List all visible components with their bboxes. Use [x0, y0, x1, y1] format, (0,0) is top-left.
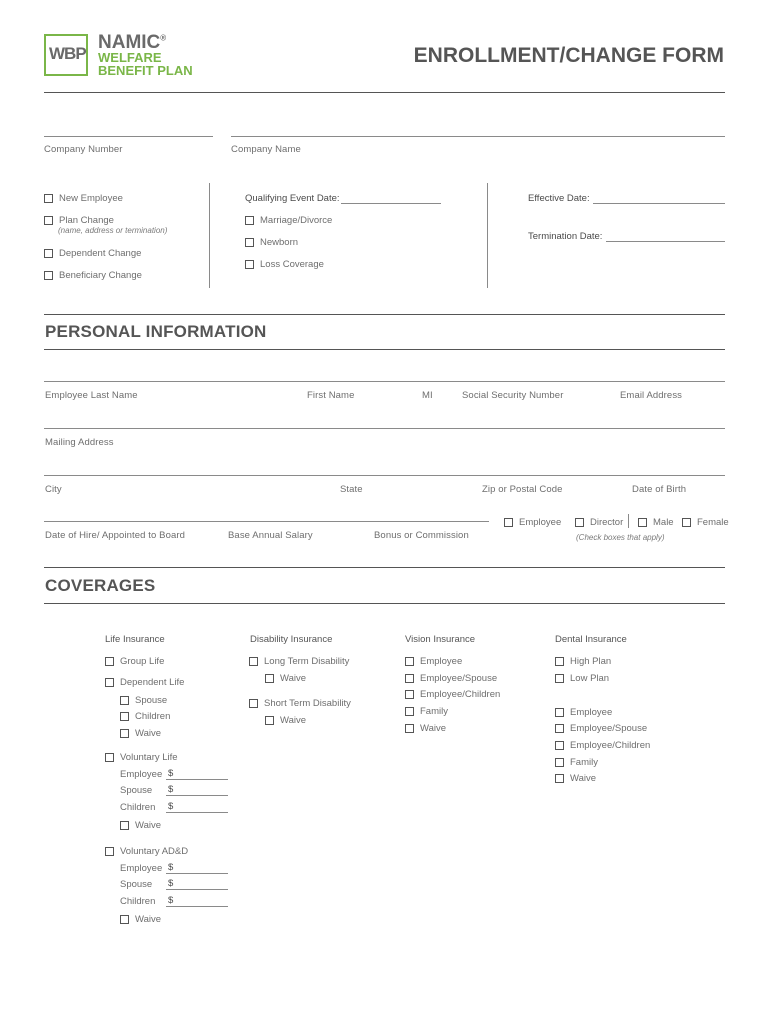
- checkbox-box[interactable]: [105, 678, 114, 687]
- checkbox-box[interactable]: [44, 249, 53, 258]
- checkbox-box[interactable]: [249, 657, 258, 666]
- checkbox-box[interactable]: [265, 674, 274, 683]
- voluntary-add-waive-checkbox[interactable]: Waive: [120, 914, 161, 925]
- logo-mark-text: WBP: [49, 44, 86, 63]
- checkbox-box[interactable]: [405, 724, 414, 733]
- dependent-life-checkbox[interactable]: Dependent Life: [105, 677, 184, 688]
- hire-date-label: Date of Hire/ Appointed to Board: [45, 530, 185, 541]
- voluntary-life-checkbox[interactable]: Voluntary Life: [105, 752, 178, 763]
- name-row-line[interactable]: [44, 381, 725, 382]
- first-name-label: First Name: [307, 390, 355, 401]
- voluntary-life-employee-amount[interactable]: Employee $: [120, 768, 228, 780]
- checkbox-box[interactable]: [555, 741, 564, 750]
- personal-information-title: PERSONAL INFORMATION: [45, 322, 267, 341]
- plan-change-checkbox[interactable]: Plan Change: [44, 215, 114, 226]
- checkbox-box[interactable]: [44, 271, 53, 280]
- dental-waive-checkbox[interactable]: Waive: [555, 773, 596, 784]
- personal-top-divider: [44, 314, 725, 315]
- company-name-line[interactable]: [231, 136, 725, 137]
- state-label: State: [340, 484, 363, 495]
- checkbox-box[interactable]: [555, 724, 564, 733]
- checkbox-box[interactable]: [105, 753, 114, 762]
- checkbox-box[interactable]: [405, 657, 414, 666]
- coverages-title: COVERAGES: [45, 576, 156, 595]
- checkbox-box[interactable]: [105, 657, 114, 666]
- zip-label: Zip or Postal Code: [482, 484, 563, 495]
- qualifying-event-label: Qualifying Event Date:: [245, 193, 340, 204]
- short-term-waive-checkbox[interactable]: Waive: [265, 715, 306, 726]
- checkbox-box[interactable]: [555, 774, 564, 783]
- mi-label: MI: [422, 390, 433, 401]
- dental-employee-children-checkbox[interactable]: Employee/Children: [555, 740, 650, 751]
- checkbox-box[interactable]: [120, 821, 129, 830]
- checkbox-box[interactable]: [44, 194, 53, 203]
- qualifying-event-line[interactable]: [341, 203, 441, 204]
- dependent-change-checkbox[interactable]: Dependent Change: [44, 248, 141, 259]
- employee-role-checkbox[interactable]: Employee: [504, 517, 561, 528]
- dental-family-checkbox[interactable]: Family: [555, 757, 598, 768]
- vision-insurance-heading: Vision Insurance: [405, 634, 476, 645]
- checkbox-box[interactable]: [575, 518, 584, 527]
- gender-divider: [628, 514, 629, 528]
- checkbox-box[interactable]: [44, 216, 53, 225]
- checkbox-box[interactable]: [120, 915, 129, 924]
- checkbox-box[interactable]: [245, 260, 254, 269]
- header-divider: [44, 92, 725, 93]
- voluntary-add-checkbox[interactable]: Voluntary AD&D: [105, 846, 188, 857]
- voluntary-life-spouse-amount[interactable]: Spouse $: [120, 784, 228, 796]
- group-life-checkbox[interactable]: Group Life: [105, 656, 164, 667]
- long-term-disability-checkbox[interactable]: Long Term Disability: [249, 656, 349, 667]
- dependent-life-waive-checkbox[interactable]: Waive: [120, 728, 161, 739]
- new-employee-checkbox[interactable]: New Employee: [44, 193, 123, 204]
- loss-coverage-checkbox[interactable]: Loss Coverage: [245, 259, 324, 270]
- marriage-divorce-checkbox[interactable]: Marriage/Divorce: [245, 215, 332, 226]
- role-hint: (Check boxes that apply): [576, 533, 665, 542]
- checkbox-box[interactable]: [245, 238, 254, 247]
- checkbox-box[interactable]: [245, 216, 254, 225]
- voluntary-life-waive-checkbox[interactable]: Waive: [120, 820, 161, 831]
- coverages-bottom-divider: [44, 603, 725, 604]
- company-number-label: Company Number: [44, 144, 123, 155]
- checkbox-box[interactable]: [555, 674, 564, 683]
- mailing-address-line[interactable]: [44, 428, 725, 429]
- short-term-disability-checkbox[interactable]: Short Term Disability: [249, 698, 351, 709]
- vision-waive-checkbox[interactable]: Waive: [405, 723, 446, 734]
- checkbox-box[interactable]: [504, 518, 513, 527]
- checkbox-box[interactable]: [105, 847, 114, 856]
- logo-line1: WELFARE: [98, 50, 162, 65]
- email-label: Email Address: [620, 390, 683, 401]
- checkbox-box[interactable]: [638, 518, 647, 527]
- city-label: City: [45, 484, 62, 495]
- city-row-line[interactable]: [44, 475, 725, 476]
- dental-low-plan-checkbox[interactable]: Low Plan: [555, 673, 609, 684]
- dependent-life-spouse-checkbox[interactable]: Spouse: [120, 695, 167, 706]
- voluntary-add-spouse-amount[interactable]: Spouse $: [120, 878, 228, 890]
- voluntary-add-children-amount[interactable]: Children $: [120, 895, 228, 907]
- checkbox-box[interactable]: [555, 657, 564, 666]
- checkbox-box[interactable]: [555, 758, 564, 767]
- checkbox-box[interactable]: [555, 708, 564, 717]
- checkbox-box[interactable]: [120, 696, 129, 705]
- effective-date-line[interactable]: [593, 203, 725, 204]
- checkbox-box[interactable]: [405, 690, 414, 699]
- checkbox-box[interactable]: [682, 518, 691, 527]
- dependent-life-children-checkbox[interactable]: Children: [120, 711, 170, 722]
- mailing-address-label: Mailing Address: [45, 437, 114, 448]
- male-checkbox[interactable]: Male: [638, 517, 674, 528]
- last-name-label: Employee Last Name: [45, 390, 138, 401]
- checkbox-box[interactable]: [249, 699, 258, 708]
- director-role-checkbox[interactable]: Director: [575, 517, 623, 528]
- bonus-label: Bonus or Commission: [374, 530, 469, 541]
- coverages-top-divider: [44, 567, 725, 568]
- dental-insurance-heading: Dental Insurance: [555, 634, 627, 645]
- logo-name: NAMIC®: [98, 32, 167, 53]
- voluntary-life-children-amount[interactable]: Children $: [120, 801, 228, 813]
- beneficiary-change-checkbox[interactable]: Beneficiary Change: [44, 270, 142, 281]
- vision-employee-spouse-checkbox[interactable]: Employee/Spouse: [405, 673, 497, 684]
- newborn-checkbox[interactable]: Newborn: [245, 237, 298, 248]
- checkbox-box[interactable]: [405, 674, 414, 683]
- divider-vertical-1: [209, 183, 210, 288]
- dental-employee-spouse-checkbox[interactable]: Employee/Spouse: [555, 723, 647, 734]
- voluntary-add-employee-amount[interactable]: Employee $: [120, 862, 228, 874]
- logo-line2: BENEFIT PLAN: [98, 63, 193, 78]
- hire-row-line[interactable]: [44, 521, 489, 522]
- dental-employee-checkbox[interactable]: Employee: [555, 707, 612, 718]
- plan-change-hint: (name, address or termination): [58, 226, 168, 235]
- vision-employee-children-checkbox[interactable]: Employee/Children: [405, 689, 500, 700]
- checkbox-box[interactable]: [120, 729, 129, 738]
- salary-label: Base Annual Salary: [228, 530, 313, 541]
- checkbox-box[interactable]: [265, 716, 274, 725]
- disability-insurance-heading: Disability Insurance: [250, 634, 333, 645]
- logo: [44, 32, 214, 80]
- vision-family-checkbox[interactable]: Family: [405, 706, 448, 717]
- termination-date-line[interactable]: [606, 241, 725, 242]
- effective-date-label: Effective Date:: [528, 193, 590, 204]
- dental-high-plan-checkbox[interactable]: High Plan: [555, 656, 611, 667]
- checkbox-box[interactable]: [405, 707, 414, 716]
- ssn-label: Social Security Number: [462, 390, 564, 401]
- termination-date-label: Termination Date:: [528, 231, 603, 242]
- company-name-label: Company Name: [231, 144, 301, 155]
- long-term-waive-checkbox[interactable]: Waive: [265, 673, 306, 684]
- vision-employee-checkbox[interactable]: Employee: [405, 656, 462, 667]
- form-title: ENROLLMENT/CHANGE FORM: [413, 44, 724, 67]
- personal-bottom-divider: [44, 349, 725, 350]
- female-checkbox[interactable]: Female: [682, 517, 729, 528]
- divider-vertical-2: [487, 183, 488, 288]
- checkbox-box[interactable]: [120, 712, 129, 721]
- dob-label: Date of Birth: [632, 484, 687, 495]
- life-insurance-heading: Life Insurance: [105, 634, 165, 645]
- company-number-line[interactable]: [44, 136, 213, 137]
